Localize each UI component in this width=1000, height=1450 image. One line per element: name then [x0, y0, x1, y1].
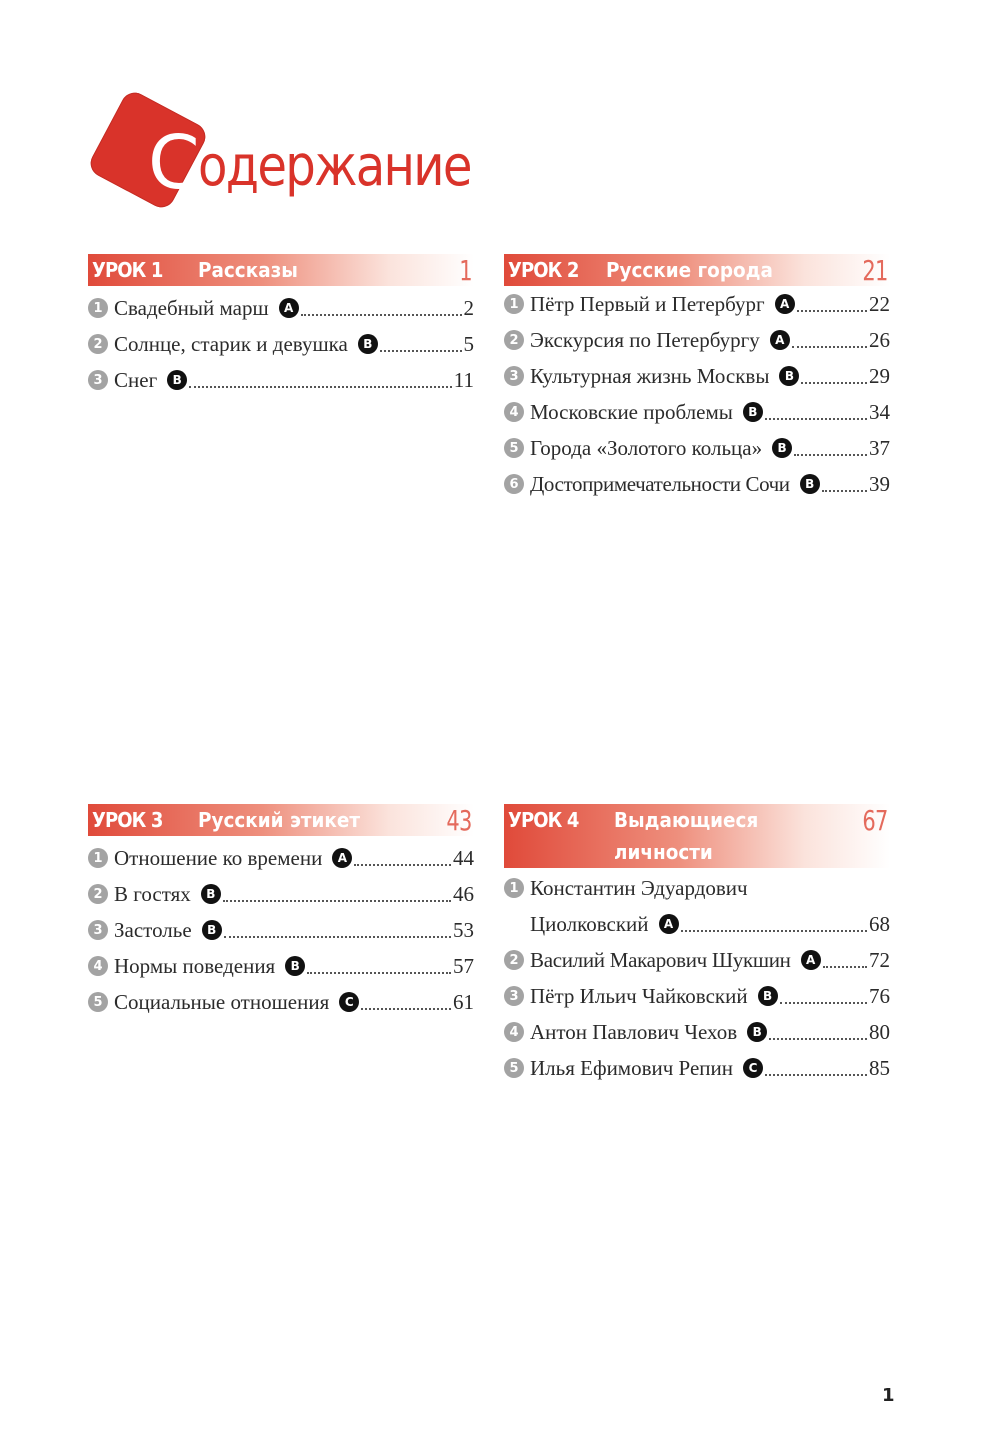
- entry-number-badge: 5: [504, 438, 524, 458]
- title-text: одержание: [198, 134, 471, 199]
- entry-title: Культурная жизнь Москвы: [530, 363, 770, 388]
- dot-leader: [354, 864, 451, 866]
- entry-title: Циолковский: [530, 911, 649, 936]
- dot-leader: [681, 930, 867, 932]
- entry-page: 29: [869, 363, 890, 388]
- dot-leader: [769, 1038, 867, 1040]
- level-badge: A: [659, 914, 679, 934]
- dot-leader: [307, 972, 451, 974]
- level-badge: A: [775, 294, 795, 314]
- entry-number-badge: 5: [504, 1058, 524, 1078]
- toc-entry[interactable]: [88, 912, 474, 948]
- dot-leader: [189, 386, 452, 388]
- page-number: 1: [882, 1385, 895, 1406]
- entry-title: Социальные отношения: [114, 989, 330, 1014]
- toc-entry-line1[interactable]: [504, 870, 890, 906]
- level-badge: B: [743, 402, 763, 422]
- entry-number-badge: 5: [88, 992, 108, 1012]
- entry-title: Московские проблемы: [530, 399, 733, 424]
- entry-title-line1: Константин Эдуардович: [530, 875, 748, 900]
- entry-page: 26: [869, 327, 890, 352]
- dot-leader: [794, 454, 867, 456]
- entry-title: Отношение ко времени: [114, 845, 323, 870]
- entry-number-badge: 2: [504, 330, 524, 350]
- toc-entry[interactable]: [504, 358, 890, 394]
- entry-title: Застолье: [114, 917, 192, 942]
- entry-title: Достопримечательности Сочи: [530, 471, 790, 496]
- entry-number-badge: 2: [88, 884, 108, 904]
- dot-leader: [224, 936, 451, 938]
- dot-leader: [361, 1008, 451, 1010]
- toc-entry[interactable]: [88, 984, 474, 1020]
- level-badge: B: [747, 1022, 767, 1042]
- entry-title: Свадебный марш: [114, 295, 269, 320]
- entry-title: Василий Макарович Шукшин: [530, 947, 791, 972]
- level-badge: A: [770, 330, 790, 350]
- entry-page: 68: [869, 911, 890, 936]
- entry-page: 37: [869, 435, 890, 460]
- level-badge: B: [202, 920, 222, 940]
- lesson-section-4: [504, 804, 890, 1086]
- entry-page: 2: [463, 295, 474, 320]
- level-badge: B: [201, 884, 221, 904]
- level-badge: B: [167, 370, 187, 390]
- entry-number-badge: 1: [88, 848, 108, 868]
- entry-page: 80: [869, 1019, 890, 1044]
- lesson-page-number: 67: [862, 804, 888, 837]
- toc-entry[interactable]: [504, 430, 890, 466]
- level-badge: B: [800, 474, 820, 494]
- entry-page: 11: [453, 367, 474, 392]
- lesson-page-number: 43: [446, 804, 472, 837]
- toc-entry[interactable]: [88, 840, 474, 876]
- level-badge: B: [285, 956, 305, 976]
- entry-page: 44: [453, 845, 474, 870]
- toc-entry[interactable]: [504, 466, 890, 502]
- entry-title: Нормы поведения: [114, 953, 276, 978]
- dot-leader: [801, 382, 867, 384]
- dot-leader: [797, 310, 867, 312]
- dot-leader: [223, 900, 451, 902]
- toc-entry[interactable]: [88, 326, 474, 362]
- level-badge: C: [743, 1058, 763, 1078]
- entry-page: 61: [453, 989, 474, 1014]
- entry-number-badge: 4: [504, 402, 524, 422]
- entry-title: В гостях: [114, 881, 191, 906]
- lesson-title: Русские города: [606, 258, 773, 282]
- dot-leader: [780, 1002, 867, 1004]
- lesson-label: УРОК 1: [92, 258, 163, 282]
- entry-page: 5: [463, 331, 474, 356]
- dot-leader: [792, 346, 867, 348]
- entry-page: 57: [453, 953, 474, 978]
- lesson-page-number: 1: [459, 254, 472, 287]
- lesson-page-number: 21: [862, 254, 888, 287]
- lesson-section-3: [88, 804, 474, 1020]
- dot-leader: [822, 490, 867, 492]
- entry-number-badge: 2: [504, 950, 524, 970]
- entry-page: 22: [869, 291, 890, 316]
- toc-entry[interactable]: [504, 1014, 890, 1050]
- toc-entry[interactable]: [504, 942, 890, 978]
- level-badge: B: [772, 438, 792, 458]
- dot-leader: [765, 418, 867, 420]
- entry-number-badge: 3: [88, 920, 108, 940]
- toc-entry[interactable]: [504, 394, 890, 430]
- toc-entry[interactable]: [504, 1050, 890, 1086]
- dot-leader: [765, 1074, 867, 1076]
- lesson-label: УРОК 3: [92, 808, 163, 832]
- entry-number-badge: 3: [88, 370, 108, 390]
- toc-entry[interactable]: [88, 948, 474, 984]
- lesson-title: Рассказы: [198, 258, 298, 282]
- dot-leader: [823, 966, 867, 968]
- lesson-section-1: [88, 254, 474, 398]
- entry-page: 34: [869, 399, 890, 424]
- lesson-header: [504, 804, 890, 868]
- page-title: [88, 90, 488, 220]
- entry-number-badge: 1: [504, 878, 524, 898]
- level-badge: A: [801, 950, 821, 970]
- lesson-header: [504, 254, 890, 286]
- entry-title: Антон Павлович Чехов: [530, 1019, 738, 1044]
- level-badge: A: [279, 298, 299, 318]
- entry-number-badge: 3: [504, 986, 524, 1006]
- level-badge: C: [339, 992, 359, 1012]
- entry-number-badge: 2: [88, 334, 108, 354]
- entry-page: 72: [869, 947, 890, 972]
- dot-leader: [380, 350, 462, 352]
- toc-entry[interactable]: [88, 876, 474, 912]
- lesson-title: Русский этикет: [198, 808, 361, 832]
- entry-title: Солнце, старик и девушка: [114, 331, 348, 356]
- lesson-label: УРОК 2: [508, 258, 579, 282]
- entry-page: 85: [869, 1055, 890, 1080]
- entry-title: Экскурсия по Петербургу: [530, 327, 760, 352]
- entry-title: Снег: [114, 367, 158, 392]
- level-badge: B: [758, 986, 778, 1006]
- entry-number-badge: 4: [88, 956, 108, 976]
- lesson-header: [88, 804, 474, 836]
- entry-page: 76: [869, 983, 890, 1008]
- entry-number-badge: 6: [504, 474, 524, 494]
- entry-page: 53: [453, 917, 474, 942]
- entry-number-badge: 4: [504, 1022, 524, 1042]
- toc-entry[interactable]: [88, 290, 474, 326]
- entry-title: Илья Ефимович Репин: [530, 1055, 733, 1080]
- title-first-letter: С: [148, 120, 198, 206]
- entry-page: 39: [869, 471, 890, 496]
- lesson-title: Выдающиеся личности: [614, 808, 759, 864]
- entry-number-badge: 1: [504, 294, 524, 314]
- toc-entry[interactable]: [88, 362, 474, 398]
- entry-number-badge: 3: [504, 366, 524, 386]
- toc-entry[interactable]: [504, 978, 890, 1014]
- lesson-section-2: [504, 254, 890, 502]
- level-badge: B: [358, 334, 378, 354]
- toc-entry[interactable]: [504, 322, 890, 358]
- level-badge: B: [779, 366, 799, 386]
- toc-entry[interactable]: [504, 906, 890, 942]
- lesson-label: УРОК 4: [508, 808, 579, 832]
- toc-entry[interactable]: [504, 286, 890, 322]
- dot-leader: [301, 314, 462, 316]
- entry-title: Пётр Ильич Чайковский: [530, 983, 748, 1008]
- entry-number-badge: 1: [88, 298, 108, 318]
- level-badge: A: [332, 848, 352, 868]
- entry-page: 46: [453, 881, 474, 906]
- entry-title: Пётр Первый и Петербург: [530, 291, 765, 316]
- entry-title: Города «Золотого кольца»: [530, 435, 763, 460]
- lesson-header: [88, 254, 474, 286]
